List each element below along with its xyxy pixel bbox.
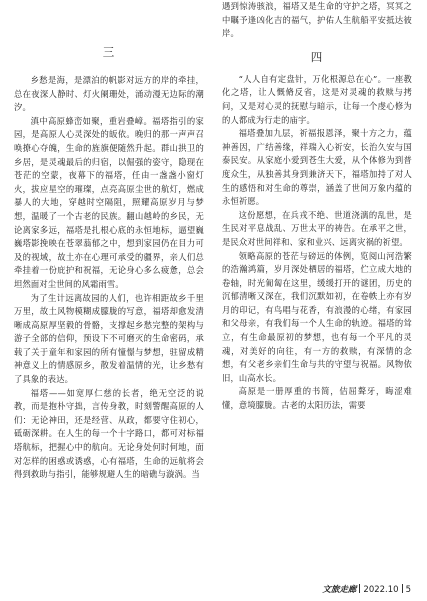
page-number: 5 bbox=[405, 585, 411, 595]
right-column bbox=[222, 0, 412, 580]
footer-divider bbox=[402, 584, 403, 593]
paragraph: 高原是一册厚重的书简，佶屈聱牙，晦涩难懂，意境朦胧。古老的太阳历法，需要 bbox=[222, 386, 412, 411]
issue-number: 2022.10 bbox=[363, 585, 399, 595]
page-footer bbox=[322, 583, 411, 595]
continued-paragraph: 遇到惊涛骇浪，福塔又是生命的守护之塔，冥冥之中瞩予逢凶化吉的福气，护佑人生航船平安抵达彼岸。 bbox=[222, 1, 412, 39]
left-column bbox=[14, 0, 204, 580]
paragraph: 乡愁是海，是漂泊的帆影对远方的岸的牵挂，总在夜深人静时、灯火阑珊处，涌动漫无边际的潮汐。 bbox=[14, 75, 204, 113]
paragraph: “人人自有定盘针，万化根源总在心”。一座教化之塔，让人慨脩反省，这是对灵魂的救赎与拷问，又是对心灵的抚慰与暗示，让每一个虔心修为的人都成为行走的庙宇。 bbox=[222, 73, 412, 125]
section-heading-four: 四 bbox=[310, 49, 324, 64]
paragraph: 福塔——如宽厚仁慈的长者，绝无空泛的说教，而是抱朴守拙，言传身教，时刻警醒高原的人们：无论神田，还是经营、从政，都要守住初心，砥砺深耕。在人生的每一个十字路口，都可对标福塔航标，把握心中的航向。无论身处何时何地，面对怎样的困惑或诱惑，心有福塔，生命的远航将会得到救助与指引，能够规避人生的暗礁与漩涡。当 bbox=[14, 387, 204, 480]
paragraph: 滇中高原蜂峦如聚，重岩叠嶂。福塔指引的家园，是高原人心灵深处的皈依。晚归的那一声声召唤撩心夺魄，生命的旌旗便随然升起。群山拱卫的乡居，是灵魂最后的归宿，以倔强的姿守，隐现在苍茫的空蒙，夜幕下的福塔，任由一盏盏小窗灯火，拔应星空的璀璨，点亮高原尘世的航灯，燃成暴人的大地，穿越时空隔阻，照耀高原岁月与梦想，温暖了一个古老的民族。翻山越岭的乡民，无论离家多远，福塔是扎根心底的永恒地标，逼望巍巍塔影挽映在苍翠蓊郁之中，想到家园仍在目力可及的视域，故土亦在心理可承受的疆界，亲人们总牵挂着一份庇护和祝福，无论身心多么疲惫，总会坦然面对尘世间的风霜雨雪。 bbox=[14, 115, 204, 289]
paragraph: 为了生计远离故园的人们，也许相距故乡千里万里，故土风物模糊成朦胧的写意，福塔却愈发清晰成高原厚坚毅的骨骼，支撑起乡愁完整的架构与游子全部的信仰，预设下不可磨灭的生命密码，承载了关于童年和家园的所有憧憬与梦想，驻留成精神意义上的情感原乡，散发着温情的光，让乡愁有了具象的表达。 bbox=[14, 292, 204, 385]
section-heading-three: 三 bbox=[102, 45, 116, 59]
paragraph: 这份愿想，在兵戎不绝、世道浇漓的乱世，是生民对平息战乱、万世太平的祷告。在承平之世，是民众对世间祥和、家和业兴、远离灾祸的祈望。 bbox=[222, 209, 412, 247]
footer-divider bbox=[359, 584, 360, 593]
paragraph: 领略高原的苍茫与磅远的体例，览阅山河浩繁的浩瀚鸿篇，岁月深处栖居的福塔，伫立成大地的卷轴，时光匍匐在这里，缓缓打开的谜团，历史的沉郁清晰又深在，我们沉默如初，在卷帙上亦有岁月的印记，有鸟唱与花香，有浪漫的心绪，有家园和父母亲，有我们每一个人生命的轨迹。福塔的耸立，有生命最原初的梦想，也有每一个平凡的灵魂，对美好的向往，有一方的救赎，有深情的念想，有父老乡亲们生命与共的守望与祝福。风物依旧，山高水长。 bbox=[222, 250, 412, 383]
paragraph: 福塔叠加九层，祈福报恩泽，聚十方之力，蕴神善因，广结善缘，祥瑞入心祈安，长治久安与国泰民安。从家庭小爱到苍生大爱，从个体修为到普度众生，从独善其身到兼济天下，福塔加持了对人生的感悟和对生命的尊崇，涵盖了世间万象内蕴的永恒祈愿。 bbox=[222, 128, 412, 207]
magazine-brand: 文旅走廊 bbox=[322, 585, 357, 595]
